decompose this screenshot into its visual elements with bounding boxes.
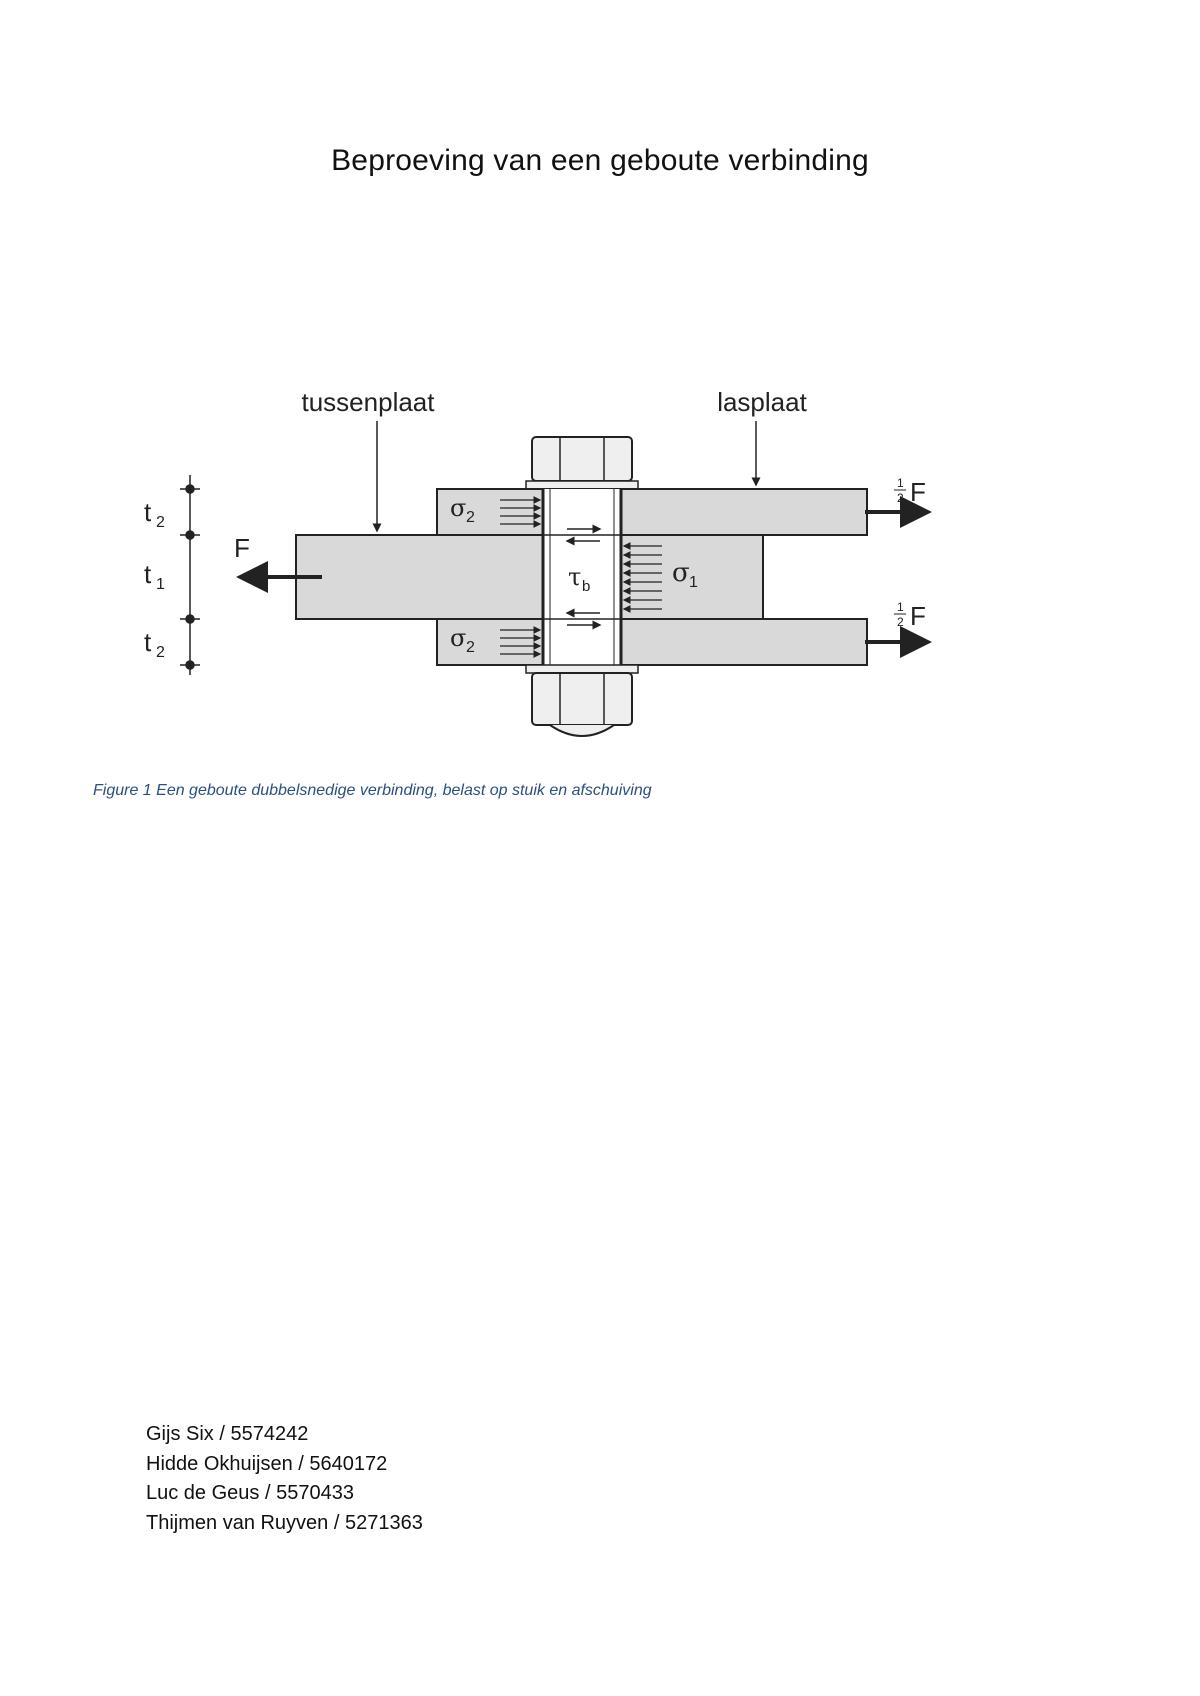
label-tau: τ	[568, 563, 582, 591]
label-half-F-bottom: F	[910, 601, 926, 631]
label-sigma1: σ	[672, 558, 690, 588]
label-tussenplaat: tussenplaat	[301, 387, 435, 417]
bolt-shank	[543, 489, 621, 665]
label-t2-bottom: t	[144, 627, 152, 657]
label-force-left: F	[234, 533, 250, 563]
author-line: Luc de Geus / 5570433	[146, 1482, 354, 1504]
bolted-connection-figure	[100, 375, 960, 765]
label-sigma2-top: σ	[450, 494, 467, 522]
bolt-head	[526, 437, 638, 489]
label-half-num-top: 1	[897, 476, 904, 490]
label-t2-top-sub: 2	[156, 514, 165, 531]
label-sigma1-sub: 1	[689, 574, 698, 591]
label-t2-top: t	[144, 497, 152, 527]
bolted-connection-diagram	[100, 375, 960, 765]
label-t2-bottom-sub: 2	[156, 644, 165, 661]
label-half-den-top: 2	[897, 491, 904, 505]
top-splice-plate	[437, 489, 867, 535]
figure-caption: Figure 1 Een geboute dubbelsnedige verbinding, belast op stuik en afschuiving	[93, 782, 652, 799]
label-half-num-bottom: 1	[897, 600, 904, 614]
label-half-den-bottom: 2	[897, 615, 904, 629]
label-sigma2-top-sub: 2	[466, 509, 475, 526]
label-sigma2-bottom: σ	[450, 624, 467, 652]
page-title: Beproeving van een geboute verbinding	[331, 144, 869, 177]
author-line: Thijmen van Ruyven / 5271363	[146, 1511, 423, 1534]
bottom-splice-plate	[437, 619, 867, 665]
label-tau-sub: b	[582, 578, 591, 595]
label-t1-sub: 1	[156, 576, 165, 593]
author-list	[146, 1420, 423, 1538]
author-line: Hidde Okhuijsen / 5640172	[146, 1452, 388, 1475]
thickness-dimension	[180, 475, 200, 675]
bolt-nut	[526, 665, 638, 736]
label-t1: t	[144, 559, 152, 589]
label-sigma2-bottom-sub: 2	[466, 639, 475, 656]
label-half-F-top: F	[910, 477, 926, 507]
author-line: Gijs Six / 5574242	[146, 1423, 309, 1445]
label-lasplaat: lasplaat	[717, 387, 807, 417]
